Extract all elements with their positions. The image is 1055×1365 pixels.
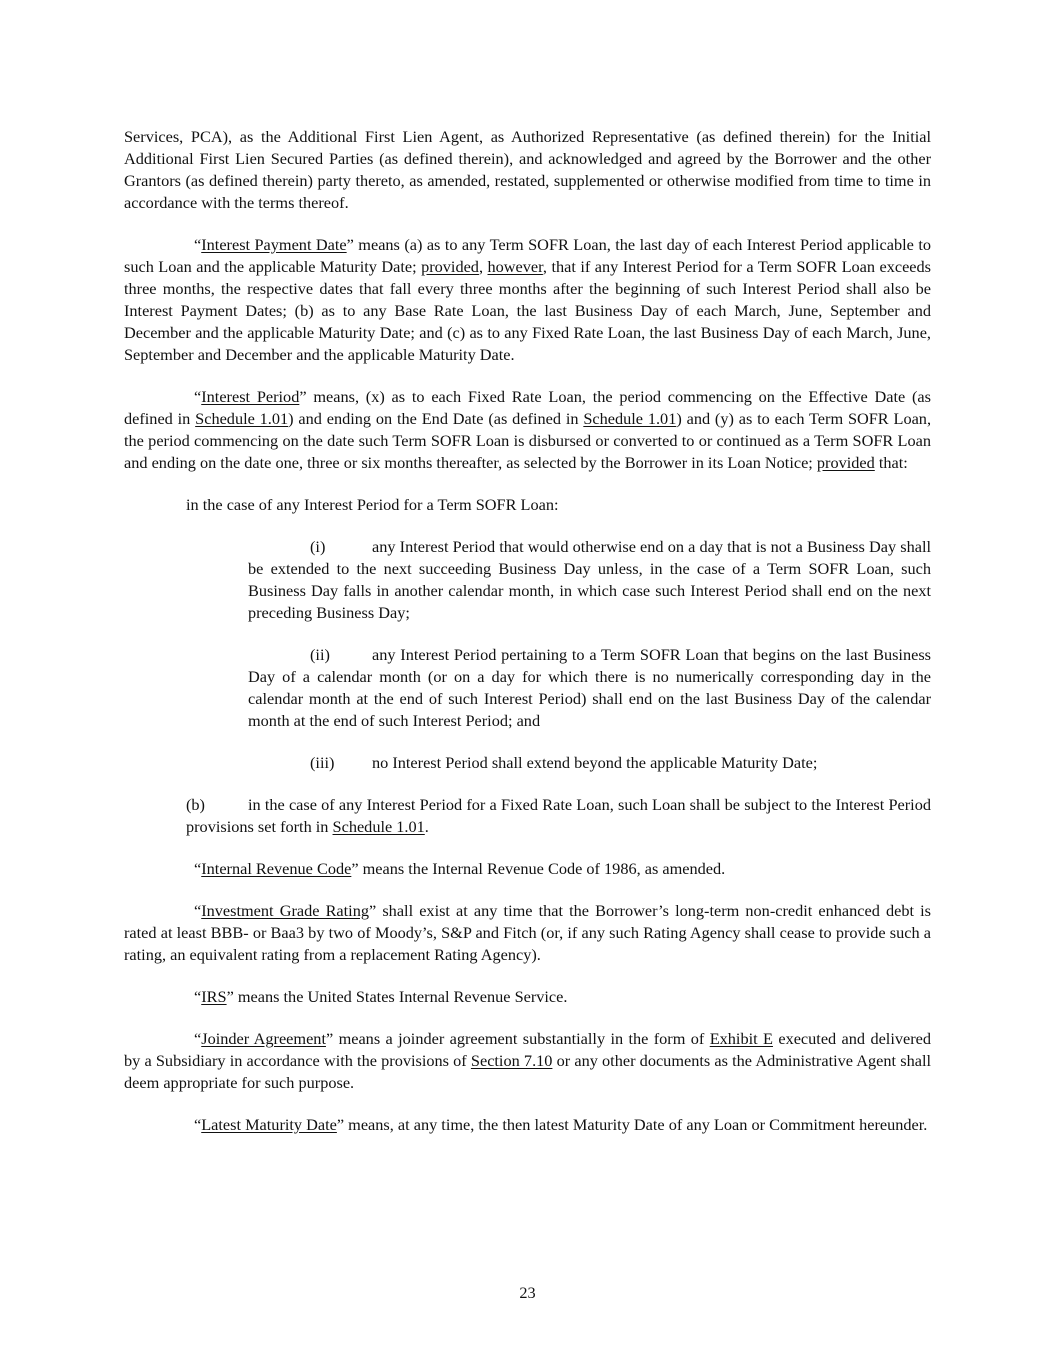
clause-text: any Interest Period pertaining to a Term SOFR Loan that begins on the last Business Day of a calendar month (or on a day for which there is no numerically corresponding day in the calendar month at the end of such Interest Period) shall end on the last Business Day of the calendar month at the end of such Interest Period; and [248,645,931,730]
defined-term: IRS [201,987,227,1006]
definition-interest-payment-date [124,234,931,366]
definition-joinder-agreement [124,1028,931,1094]
clause-b [186,794,931,838]
clause-i [248,536,931,624]
defined-term: Interest Period [201,387,300,406]
clause-ii [248,644,931,732]
page-number: 23 [519,1283,536,1302]
emphasis-however: however [487,257,543,276]
text: ” means the United States Internal Revenue Service. [226,987,568,1006]
text: ” means, at any time, the then latest Maturity Date of any Loan or Commitment hereunder. [336,1115,928,1134]
definition-latest-maturity-date [124,1114,931,1136]
text: “ [194,987,202,1006]
definition-investment-grade-rating [124,900,931,966]
clause-number: (iii) [310,753,335,772]
text: “ [194,1115,202,1134]
text: “ [194,235,202,254]
text: ” means (a) as to any Term SOFR Loan, the last day of each Interest Period applicable to such Loan and the applicable Maturity Date; [124,235,931,276]
text: ” means a joinder agreement substantially in the form of [325,1029,710,1048]
text: “ [194,901,202,920]
paragraph-continuation: Services, PCA), as the Additional First Lien Agent, as Authorized Representative (as defined therein) for the Initial Additional First Lien Secured Parties (as defined therein), and acknowledged and agreed by the Borrower and the other Grantors (as defined therein) party thereto, as amended, restated, supplemented or otherwise modified from time to time in accordance with the terms thereof. [124,127,931,212]
text: ) and (y) as to each Term SOFR Loan, the period commencing on the date such Term SOFR Loan is disbursed or converted to or continued as a Term SOFR Loan and ending on the date one, three or six months thereafter, as selected by the Borrower in its Loan Notice; [124,409,932,472]
text: . [424,817,429,836]
defined-term: Interest Payment Date [201,235,347,254]
defined-term: Latest Maturity Date [201,1115,337,1134]
defined-term: Investment Grade Rating [201,901,369,920]
clause-number: (ii) [310,645,330,664]
text: “ [194,1029,202,1048]
emphasis-provided: provided [421,257,479,276]
reference-schedule: Schedule 1.01 [583,409,677,428]
clause-number: (i) [310,537,326,556]
definition-interest-period [124,386,931,474]
text: that: [874,453,908,472]
definition-internal-revenue-code [124,858,931,880]
text: ” shall exist at any time that the Borrower’s long-term non-credit enhanced debt is rated at least BBB- or Baa3 by two of Moody’s, S&P and Fitch (or, if any such Rating Agency shall cease to provide such a rating, an equivalent rating from a replacement Rating Agency). [124,901,932,964]
reference-section: Section 7.10 [470,1051,553,1070]
reference-exhibit: Exhibit E [709,1029,773,1048]
text: or any other documents as the Administrative Agent shall deem appropriate for such purpose. [124,1051,931,1092]
text: ” means the Internal Revenue Code of 1986, as amended. [351,859,726,878]
reference-schedule: Schedule 1.01 [332,817,425,836]
clause-text: any Interest Period that would otherwise end on a day that is not a Business Day shall be extended to the next succeeding Business Day unless, in the case of a Term SOFR Loan, such Business Day falls in another calendar month, in which case such Interest Period shall end on the next preceding Business Day; [248,537,931,622]
text: ) and ending on the End Date (as defined in [288,409,584,428]
defined-term: Internal Revenue Code [201,859,352,878]
text: “ [194,859,202,878]
clause-text: no Interest Period shall extend beyond the applicable Maturity Date; [372,753,818,772]
text: , [478,257,488,276]
text: executed and delivered by a Subsidiary in accordance with the provisions of [124,1029,932,1070]
clause-number: (b) [186,795,205,814]
clause-text: in the case of any Interest Period for a Fixed Rate Loan, such Loan shall be subject to the Interest Period provisions set forth in [186,795,931,836]
text: “ [194,387,202,406]
definition-irs [124,986,931,1008]
emphasis-provided: provided [816,453,875,472]
text: , that if any Interest Period for a Term SOFR Loan exceeds three months, the respective dates that fall every three months after the beginning of such Interest Period shall also be Interest Payment Dates; (b) as to any Base Rate Loan, the last Business Day of each March, June, September and December and the applicable Maturity Date; and (c) as to any Fixed Rate Loan, the last Business Day of each March, June, September and December and the applicable Maturity Date. [124,257,932,364]
reference-schedule: Schedule 1.01 [195,409,289,428]
defined-term: Joinder Agreement [201,1029,326,1048]
clause-iii [248,752,931,774]
lead-in-clause: in the case of any Interest Period for a Term SOFR Loan: [186,495,559,514]
text: ” means, (x) as to each Fixed Rate Loan, the period commencing on the Effective Date (as defined in [124,387,931,428]
document-body [124,126,931,1156]
